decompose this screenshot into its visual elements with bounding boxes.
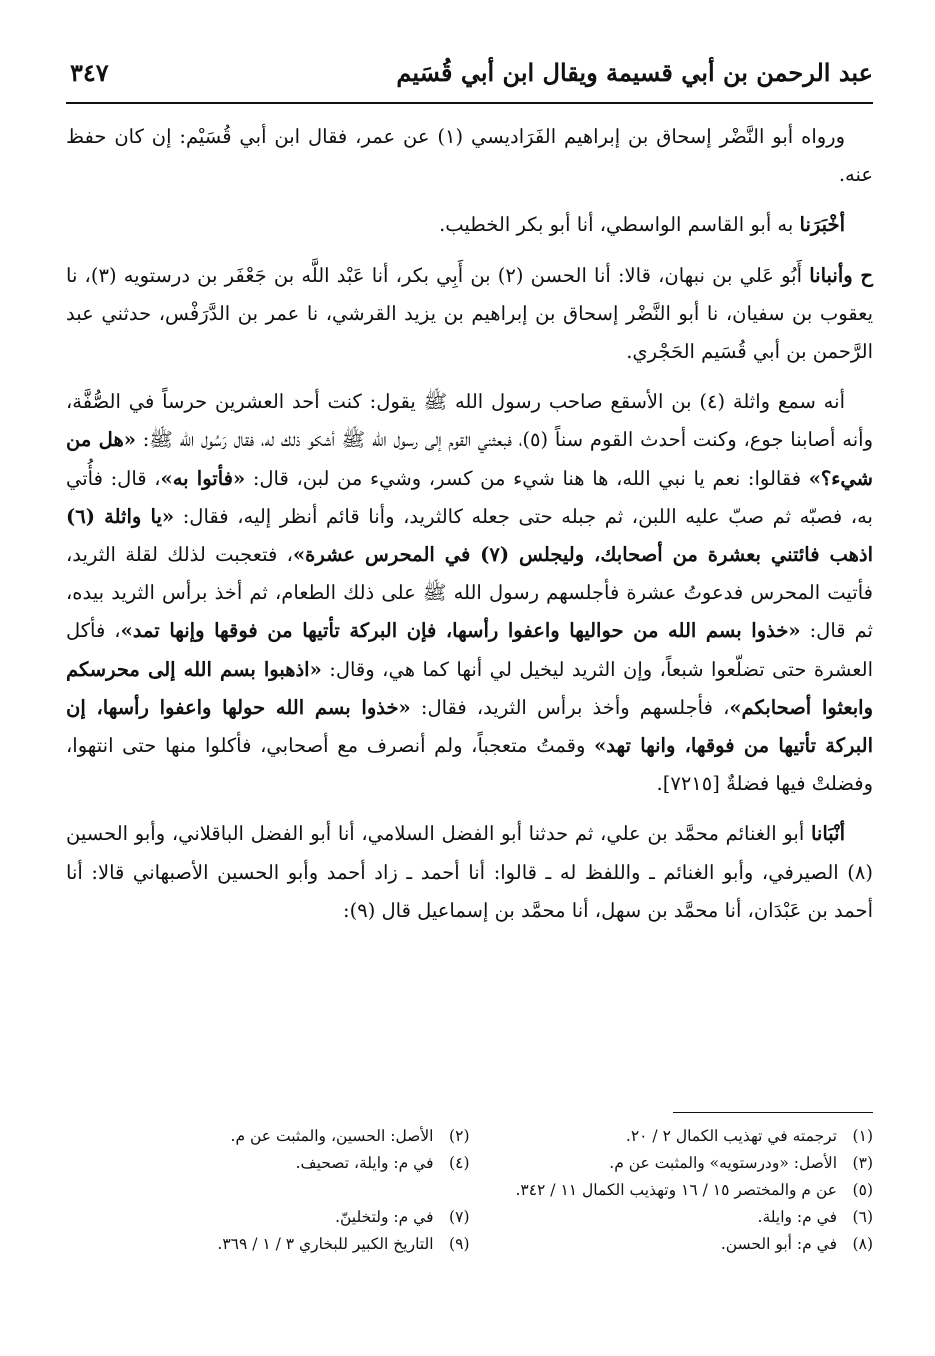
paragraph-5-text: أبو الغنائم محمَّد بن علي، ثم حدثنا أبو الفضل السلامي، أنا أبو الفضل الباقلاني، وأبو الحسين (٨) الصيرفي، وأبو الغنائم ـ واللفظ له ـ قالوا: أنا أحمد ـ زاد أحمد وأبو الحسين الأصبهاني قالا: أنا أحمد بن عَبْدَان، أنا محمَّد بن سهل، أنا محمَّد بن إسماعيل قال (٩):	[66, 822, 873, 922]
paragraph-1	[66, 118, 873, 194]
footnote-text: عن م والمختصر ١٥ / ١٦ وتهذيب الكمال ١١ / ٣٤٢.	[515, 1181, 837, 1199]
paragraph-3	[66, 257, 873, 372]
hadith-text-c: ، قال: فأُتي به، فصبّه ثم صبّ عليه اللبن، ثم جبله حتى جعله كالثريد، وأنا قائم أنظر إليه، فقال:	[66, 466, 873, 528]
hadith-quote-6: «خذوا بسم الله حولها واعفوا رأسها، إن البركة تأتيها من فوقها، وانها تهد»	[66, 695, 873, 758]
footnote-number: (٨)	[852, 1235, 873, 1253]
page-header	[66, 52, 873, 104]
footnote-8	[470, 1231, 874, 1258]
footnote-7	[66, 1204, 470, 1231]
paragraph-4-hadith	[66, 383, 873, 803]
footnote-text: الأصل: الحسين، والمثبت عن م.	[230, 1127, 434, 1145]
paragraph-5	[66, 815, 873, 930]
footnote-number: (٤)	[449, 1154, 470, 1172]
hadith-quote-4: «خذوا بسم الله من حواليها واعفوا رأسها، فإن البركة تأتيها من فوقها وإنها تمد»	[120, 619, 801, 643]
hadith-text-e: ، فأكل العشرة حتى تضلّعوا شبعاً، وإن الثريد ليخيل لي أنها كما هي، وقال:	[66, 619, 873, 681]
hadith-text-g: وقمتُ متعجباً، ولم أنصرف مع أصحابي، فأكلوا منها حتى انتهوا، وفضلتْ فيها فضلةٌ [٧٢١٥].	[66, 734, 873, 796]
hadith-text-f: ، فأجلسهم وأخذ برأس الثريد، فقال:	[410, 695, 730, 719]
footnote-text: ترجمته في تهذيب الكمال ٢ / ٢٠.	[625, 1127, 837, 1145]
footnote-text: في م: أبو الحسن.	[720, 1235, 837, 1253]
footnote-number: (٧)	[449, 1208, 470, 1226]
footnote-number: (٥)	[852, 1181, 873, 1199]
hadith-text-b: فقالوا: نعم يا نبي الله، ها هنا شيء من كسر، وشيء من لبن، قال:	[245, 466, 809, 490]
hadith-quote-1: «هل من شيء؟»	[66, 428, 873, 490]
footnote-6	[470, 1204, 874, 1231]
footnote-row	[66, 1204, 873, 1231]
footnote-9	[66, 1231, 470, 1258]
footnote-text: الأصل: «ودرستويه» والمثبت عن م.	[609, 1154, 837, 1172]
footnote-text: في م: وايلة، تصحيف.	[295, 1154, 434, 1172]
main-text	[66, 118, 873, 942]
footnote-text: التاريخ الكبير للبخاري ٣ / ١ / ٣٦٩.	[217, 1235, 434, 1253]
footnote-number: (٩)	[449, 1235, 470, 1253]
footnote-divider	[673, 1112, 873, 1113]
footnote-2	[66, 1123, 470, 1150]
footnote-3	[470, 1150, 874, 1177]
footnote-text: في م: ولتخلينّ.	[335, 1208, 434, 1226]
footnotes	[66, 1123, 873, 1258]
paragraph-2-text: به أبو القاسم الواسطي، أنا أبو بكر الخطيب.	[439, 213, 800, 237]
running-title: عبد الرحمن بن أبي قسيمة ويقال ابن أبي قُسَيم	[396, 58, 873, 87]
hadith-text-d: ، فتعجبت لذلك لقلة الثريد، فأتيت المحرس فدعوتُ عشرة فأجلسهم رسول الله ﷺ على ذلك الطعام، ثم أخذ برأس الثريد بيده، ثم قال:	[66, 543, 873, 643]
paragraph-2-lead: أخْبَرَنا	[799, 213, 845, 237]
footnote-number: (١)	[852, 1127, 873, 1145]
hadith-quote-2: «فأتوا به»	[160, 466, 246, 490]
footnote-row	[66, 1177, 873, 1204]
footnote-row	[66, 1123, 873, 1150]
hadith-quote-5: «اذهبوا بسم الله إلى محرسكم وابعثوا أصحابكم»	[66, 657, 873, 719]
hadith-quote-3: «يا واثلة (٦) اذهب فائتني بعشرة من أصحابك، وليجلس (٧) في المحرس عشرة»	[66, 504, 873, 567]
paragraph-3-text: أَبُو عَلي بن نبهان، قالا: أنا الحسن (٢) بن أَبِي بكر، أنا عَبْد اللَّه بن جَعْفَر بن درستويه (٣)، نا يعقوب بن سفيان، نا أبو النَّضْر إسحاق بن إبراهيم بن يزيد القرشي، نا عمر بن الدَّرَفْس، حدثني عبد الرَّحمن بن أبي قُسَيم الحَجْري.	[66, 263, 873, 364]
footnote-number: (٣)	[852, 1154, 873, 1172]
hadith-text-a: أنه سمع واثلة (٤) بن الأسقع صاحب رسول الله ﷺ يقول: كنت أحد العشرين حرساً في الصُّفَّة، وأنه أصابنا جوع، وكنت أحدث القوم سناً (٥)، فبعثني القوم إلى رسول الله ﷺ أشكو ذلك له، فقال رَسُول الله ﷺ:	[66, 390, 873, 452]
paragraph-3-lead: ح وأنبانا	[809, 263, 874, 287]
footnote-5	[66, 1177, 873, 1204]
footnote-text: في م: وايلة.	[757, 1208, 837, 1226]
footnote-4	[66, 1150, 470, 1177]
footnote-row	[66, 1150, 873, 1177]
footnote-1	[470, 1123, 874, 1150]
paragraph-2	[66, 206, 873, 244]
footnote-number: (٦)	[852, 1208, 873, 1226]
footnote-row	[66, 1231, 873, 1258]
paragraph-5-lead: أنْبَانا	[810, 822, 845, 846]
page-number: ٣٤٧	[70, 58, 109, 87]
paragraph-1-text: ورواه أبو النَّضْر إسحاق بن إبراهيم الفَرَاديسي (١) عن عمر، فقال ابن أبي قُسَيْم: إن كان حفظ عنه.	[66, 125, 873, 187]
footnote-number: (٢)	[449, 1127, 470, 1145]
